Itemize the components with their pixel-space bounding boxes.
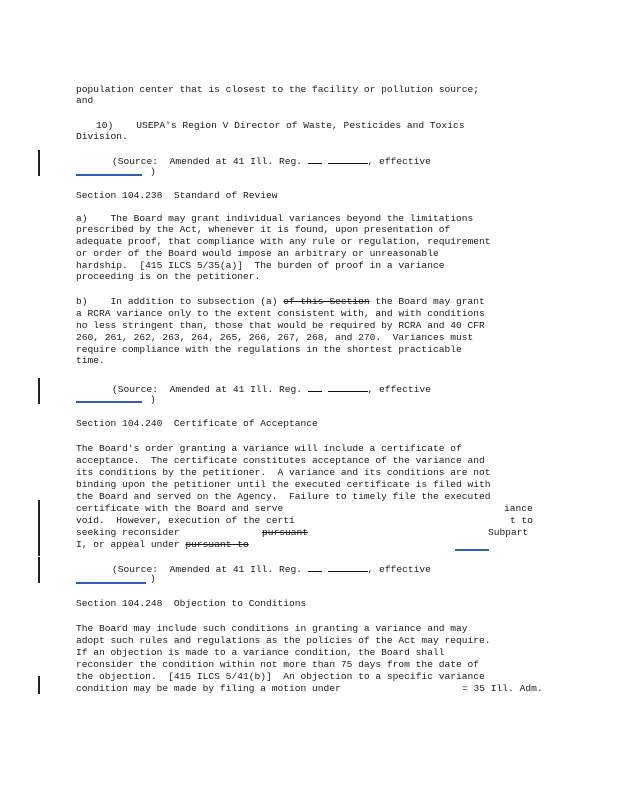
inserted-underline xyxy=(455,549,489,551)
source-note-text: (Source: Amended at 41 Ill. Reg. xyxy=(112,156,302,167)
text-run: b) In addition to subsection (a) xyxy=(76,296,284,307)
text-line: binding upon the petitioner until the executed certificate is filed with xyxy=(76,479,491,490)
text-line xyxy=(76,539,249,551)
text-line xyxy=(76,296,485,308)
struck-text: pursuant to xyxy=(185,539,249,550)
struck-text: pursuant xyxy=(262,527,309,538)
text-line: The Board's order granting a variance will include a certificate of xyxy=(76,443,462,454)
text-line: and xyxy=(76,95,94,106)
section-heading: Section 104.240 Certificate of Acceptance xyxy=(76,418,318,429)
revision-bar xyxy=(38,150,40,176)
text-line: adopt such rules and regulations as the policies of the Act may require. xyxy=(76,635,491,646)
revision-bar xyxy=(38,557,40,583)
source-note-close: ) xyxy=(150,394,156,405)
text-line: If an objection is made to a variance condition, the Board shall xyxy=(76,647,445,658)
blank-line xyxy=(328,563,368,572)
text-line: certificate with the Board and serve xyxy=(76,503,284,514)
text-line: condition may be made by filing a motion under xyxy=(76,683,341,694)
text-line: no less stringent than, those that would be required by RCRA and 40 CFR xyxy=(76,320,485,331)
blank-line xyxy=(308,155,322,164)
blank-line xyxy=(328,383,368,392)
text-line: seeking reconsider xyxy=(76,527,180,538)
revision-bar xyxy=(38,500,40,556)
inserted-underline xyxy=(76,582,146,584)
text-line: prescribed by the Act, whenever it is found, upon presentation of xyxy=(76,224,451,235)
blank-line xyxy=(308,383,322,392)
text-run: I, or appeal under xyxy=(76,539,186,550)
text-line: iance xyxy=(504,503,533,514)
source-note-effective: , effective xyxy=(367,156,431,167)
source-note-text: (Source: Amended at 41 Ill. Reg. xyxy=(112,384,302,395)
revision-bar xyxy=(38,378,40,404)
text-line: or order of the Board would impose an arbitrary or unreasonable xyxy=(76,248,439,259)
text-run: the Board may grant xyxy=(369,296,485,307)
text-line: Subpart xyxy=(488,527,529,538)
text-line: the objection. [415 ILCS 5/41(b)] An objection to a specific variance xyxy=(76,671,485,682)
source-note-effective: , effective xyxy=(367,384,431,395)
section-heading: Section 104.248 Objection to Conditions xyxy=(76,598,307,609)
text-line: the Board and served on the Agency. Failure to timely file the executed xyxy=(76,491,491,502)
source-note-close: ) xyxy=(150,166,156,177)
struck-text: of this Section xyxy=(283,296,370,307)
source-note xyxy=(112,383,431,396)
text-line: a) The Board may grant individual variances beyond the limitations xyxy=(76,213,474,224)
text-line: Division. xyxy=(76,131,128,142)
blank-line xyxy=(308,563,322,572)
text-line: hardship. [415 ILCS 5/35(a)] The burden of proof in a variance xyxy=(76,260,445,271)
inserted-underline xyxy=(76,401,142,403)
source-note-text: (Source: Amended at 41 Ill. Reg. xyxy=(112,564,302,575)
text-line: reconsider the condition within not more than 75 days from the date of xyxy=(76,659,480,670)
revision-bar xyxy=(38,676,40,694)
text-line: a RCRA variance only to the extent consistent with, and with conditions xyxy=(76,308,485,319)
text-line: proceeding is on the petitioner. xyxy=(76,271,261,282)
text-line: void. However, execution of the certi xyxy=(76,515,295,526)
section-heading: Section 104.238 Standard of Review xyxy=(76,190,278,201)
text-line: 260, 261, 262, 263, 264, 265, 266, 267, 268, and 270. Variances must xyxy=(76,332,474,343)
inserted-underline xyxy=(76,174,142,176)
source-note xyxy=(112,155,431,168)
blank-line xyxy=(328,155,368,164)
source-note-close: ) xyxy=(150,573,156,584)
source-note xyxy=(112,563,431,576)
text-line: = 35 Ill. Adm. xyxy=(462,683,543,694)
text-line: The Board may include such conditions in granting a variance and may xyxy=(76,623,468,634)
text-line: require compliance with the regulations in the shortest practicable xyxy=(76,344,462,355)
text-line: adequate proof, that compliance with any rule or regulation, requirement xyxy=(76,236,491,247)
text-line: acceptance. The certificate constitutes acceptance of the variance and xyxy=(76,455,485,466)
text-line: its conditions by the petitioner. A variance and its conditions are not xyxy=(76,467,491,478)
text-line: time. xyxy=(76,355,105,366)
source-note-effective: , effective xyxy=(367,564,431,575)
text-line: 10) USEPA's Region V Director of Waste, Pesticides and Toxics xyxy=(96,120,465,131)
text-line: t to xyxy=(510,515,534,526)
text-line: population center that is closest to the facility or pollution source; xyxy=(76,84,480,95)
